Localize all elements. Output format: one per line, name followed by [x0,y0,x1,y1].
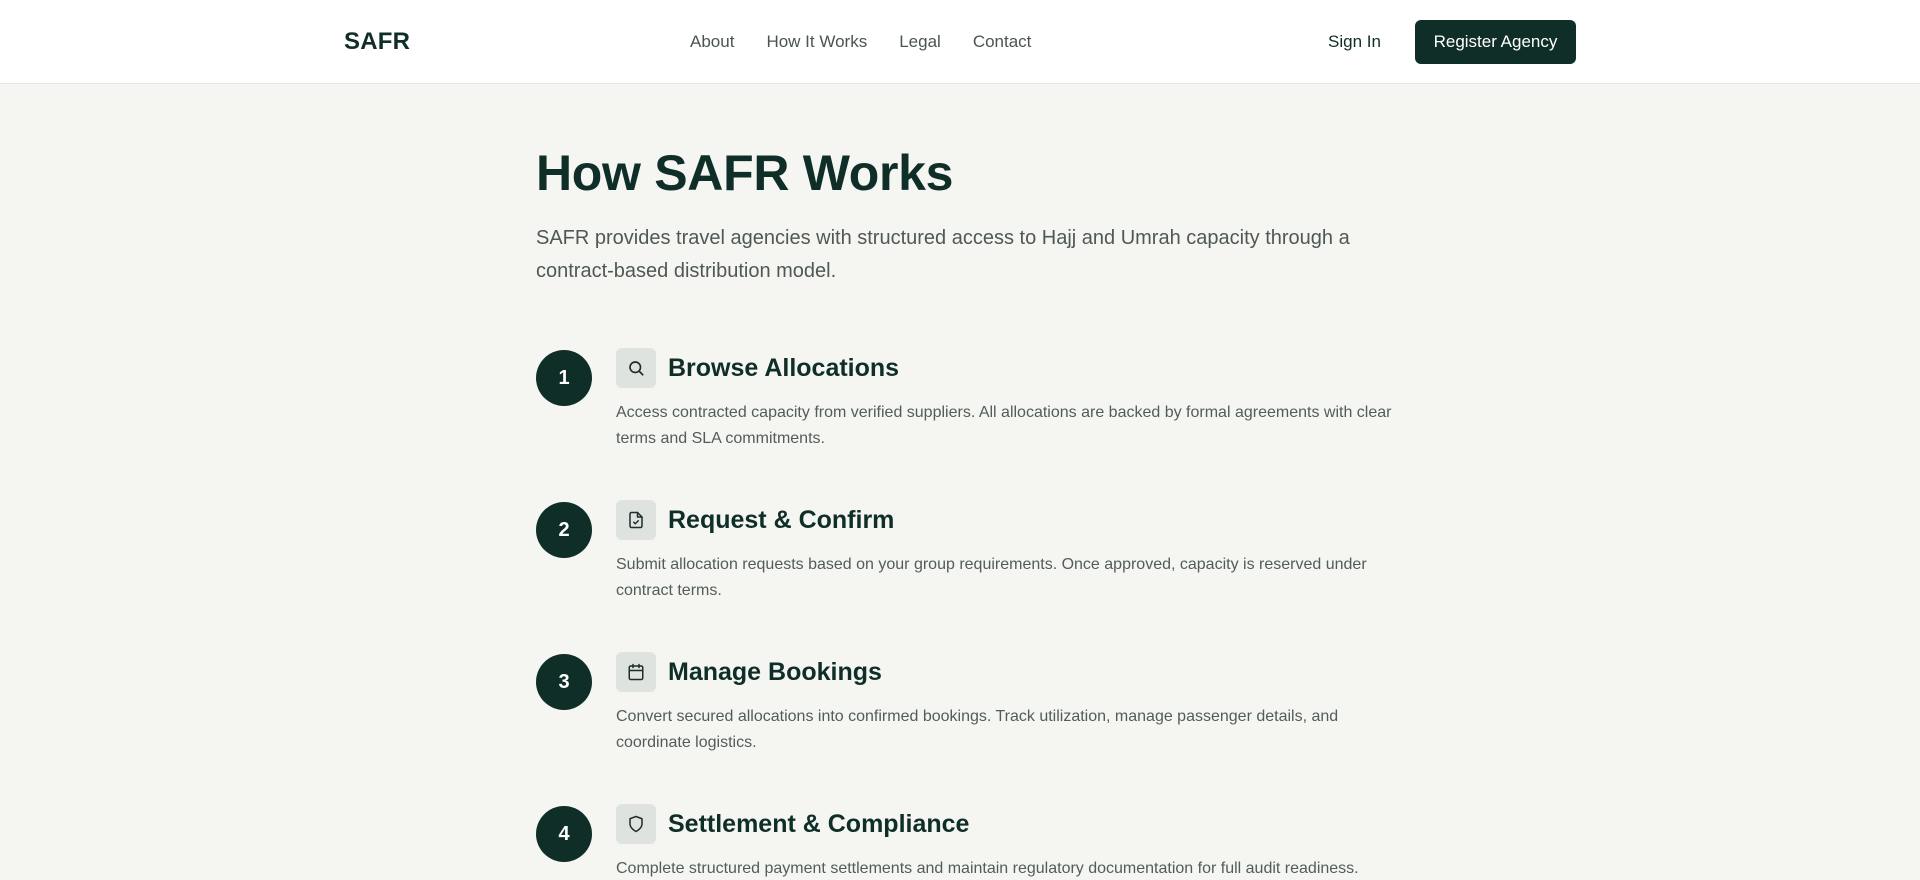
step-title: Request & Confirm [668,506,895,534]
step-number-badge: 4 [536,806,592,862]
step-1 [536,350,1396,470]
file-check-icon [616,500,656,540]
step-description: Complete structured payment settlements and maintain regulatory documentation for full audit readiness. [616,860,1359,877]
shield-icon [616,804,656,844]
register-agency-button[interactable]: Register Agency [1415,20,1576,64]
logo[interactable]: SAFR [344,28,411,55]
step-number-badge: 3 [536,654,592,710]
step-3 [536,654,1396,774]
page-description: SAFR provides travel agencies with structured access to Hajj and Umrah capacity through a contract-based distribution model. [536,227,1350,282]
page-title: How SAFR Works [536,145,954,201]
step-4 [536,806,1396,880]
step-description: Convert secured allocations into confirmed bookings. Track utilization, manage passenger details, and coordinate logistics. [616,708,1339,751]
sign-in-link[interactable]: Sign In [1328,32,1381,51]
step-number-badge: 2 [536,502,592,558]
step-2 [536,502,1396,622]
main-nav [690,32,1031,52]
step-number-badge: 1 [536,350,592,406]
nav-link-contact[interactable]: Contact [972,32,1032,51]
nav-link-how-it-works[interactable]: How It Works [766,32,868,51]
top-navbar [0,0,1920,84]
nav-link-about[interactable]: About [690,32,735,51]
step-title: Settlement & Compliance [668,810,970,838]
calendar-icon [616,652,656,692]
nav-link-legal[interactable]: Legal [899,32,941,51]
step-title: Browse Allocations [668,354,900,382]
step-description: Submit allocation requests based on your group requirements. Once approved, capacity is reserved under contract terms. [616,556,1367,599]
search-icon [616,348,656,388]
step-description: Access contracted capacity from verified suppliers. All allocations are backed by formal agreements with clear terms and SLA commitments. [616,404,1392,447]
step-title: Manage Bookings [668,658,882,686]
